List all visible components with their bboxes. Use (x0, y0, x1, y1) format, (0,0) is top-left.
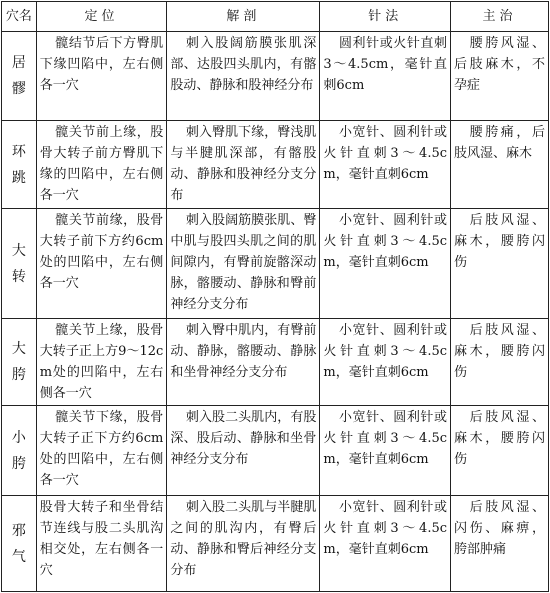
indications-cell: 后肢风湿、麻木，腰胯闪伤 (451, 406, 549, 496)
table-row (2, 319, 549, 406)
header-row (2, 2, 549, 32)
anatomy-cell: 刺入股二头肌内，有股深、股后动、静脉和坐骨神经分支分布 (167, 406, 320, 496)
anatomy-cell: 刺入股二头肌与半腱肌之间的肌沟内，有臀后动、静脉和臀后神经分支分布 (167, 496, 320, 592)
header-needling: 针法 (320, 2, 451, 32)
anatomy-cell: 刺入股阔筋膜张肌深部、达股四头肌内，有髂股动、静脉和股神经分布 (167, 32, 320, 121)
indications-cell: 后肢风湿、闪伤、麻痹，胯部肿痛 (451, 496, 549, 592)
indications-cell: 后肢风湿、麻木，腰胯闪伤 (451, 209, 549, 319)
table-row (2, 121, 549, 209)
point-name-text: 大转 (11, 242, 26, 285)
needling-cell: 小宽针、圆利针或火针直刺3～4.5cm，毫针直刺6cm (320, 496, 451, 592)
location-cell: 髋关节前上缘，股骨大转子前方臀肌下缘的凹陷中，左右侧各一穴 (36, 121, 167, 209)
indications-cell: 腰胯风湿、后肢麻木，不孕症 (451, 32, 549, 121)
point-name (2, 32, 37, 121)
needling-cell: 小宽针、圆利针或火针直刺3～4.5cm，毫针直刺6cm (320, 209, 451, 319)
point-name-text: 大胯 (11, 341, 26, 383)
acupoint-table (1, 1, 549, 592)
point-name (2, 496, 37, 592)
anatomy-cell: 刺入臀肌下缘，臀浅肌与半腱肌深部，有髂股动、静脉和股神经分支分布 (167, 121, 320, 209)
needling-cell: 圆利针或火针直刺3～4.5cm，毫针直刺6cm (320, 32, 451, 121)
table-row (2, 496, 549, 592)
needling-cell: 小宽针、圆利针或火针直刺3～4.5cm，毫针直刺6cm (320, 121, 451, 209)
point-name (2, 319, 37, 406)
point-name-text: 居髎 (11, 55, 26, 97)
point-name-text: 环跳 (11, 143, 26, 186)
indications-cell: 后肢风湿、麻木，腰胯闪伤 (451, 319, 549, 406)
anatomy-cell: 刺入股阔筋膜张肌、臀中肌与股四头肌之间的肌间隙内，有臀前旋髂深动脉，髂腰动、静脉和臀前神经分支分布 (167, 209, 320, 319)
needling-cell: 小宽针、圆利针或火针直刺3～4.5cm，毫针直刺6cm (320, 319, 451, 406)
location-cell: 髋结节后下方臀肌下缘凹陷中，左右侧各一穴 (36, 32, 167, 121)
location-cell: 髋关节下缘，股骨大转子正下方约6cm处的凹陷中，左右侧各一穴 (36, 406, 167, 496)
point-name (2, 406, 37, 496)
header-location: 定位 (36, 2, 167, 32)
table-row (2, 209, 549, 319)
location-cell: 髋关节上缘，股骨大转子正上方9～12cm处的凹陷中，左右侧各一穴 (36, 319, 167, 406)
location-cell: 髋关节前缘，股骨大转子前下方约6cm处的凹陷中，左右侧各一穴 (36, 209, 167, 319)
needling-cell: 小宽针、圆利针或火针直刺3～4.5cm，毫针直刺6cm (320, 406, 451, 496)
indications-cell: 腰胯痛，后肢风湿、麻木 (451, 121, 549, 209)
point-name-text: 小胯 (11, 429, 26, 472)
point-name (2, 209, 37, 319)
table-row (2, 32, 549, 121)
header-anatomy: 解剖 (167, 2, 320, 32)
header-indications: 主治 (451, 2, 549, 32)
point-name (2, 121, 37, 209)
point-name-text: 邪气 (11, 522, 26, 565)
header-point-name: 穴名 (2, 2, 37, 32)
location-cell: 股骨大转子和坐骨结节连线与股二头肌沟相交处，左右侧各一穴 (36, 496, 167, 592)
table-row (2, 406, 549, 496)
anatomy-cell: 刺入臀中肌内，有臀前动、静脉，髂腰动、静脉和坐骨神经分支分布 (167, 319, 320, 406)
